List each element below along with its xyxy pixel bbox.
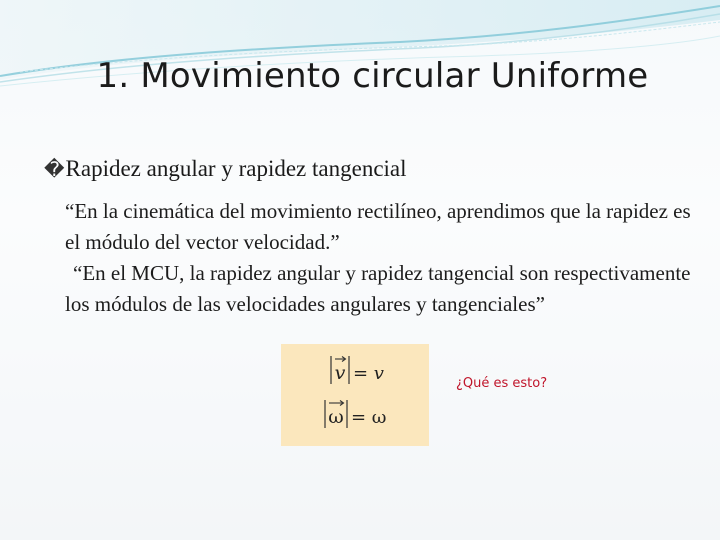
slide-title: 1. Movimiento circular Uniforme <box>96 56 649 96</box>
question-link[interactable]: ¿Qué es esto? <box>456 376 548 391</box>
paragraph-mcu: “En el MCU, la rapidez angular y rapidez tangencial son respectivamente los módulos de las velocidades angulares y tangenciales” <box>65 261 691 316</box>
bullet-heading-text: Rapidez angular y rapidez tangencial <box>65 156 407 181</box>
formula-v-symbol: v <box>334 362 346 384</box>
formula-v-rhs: = v <box>353 363 384 384</box>
paragraph-rectilinear: “En la cinemática del movimiento rectilíneo, aprendimos que la rapidez es el módulo del vector velocidad.” <box>65 199 691 254</box>
formula-omega-rhs: = ω <box>351 407 387 428</box>
formula-graphic <box>281 344 429 446</box>
replacement-character-icon: � <box>44 157 65 181</box>
formula-box <box>281 344 429 446</box>
formula-omega-symbol: ω <box>328 406 344 428</box>
bullet-heading <box>44 156 407 182</box>
